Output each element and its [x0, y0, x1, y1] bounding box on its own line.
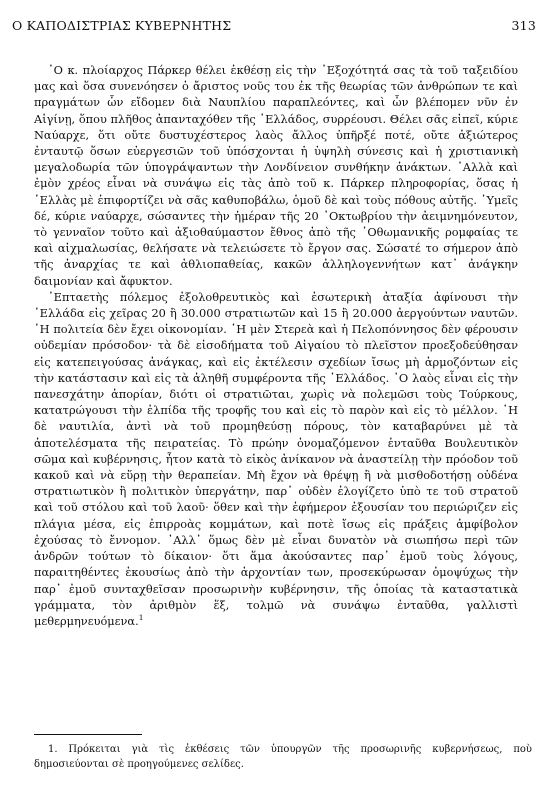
footnote-body	[34, 742, 532, 772]
paragraph-1: ᾿Ο κ. πλοίαρχος Πάρκερ θέλει ἐκθέσῃ εἰς τὴν ᾿Εξοχότητά σας τὰ τοῦ ταξειδίου μας καὶ ὅσα συνενόησεν ὁ ἄριστος νοῦς του ἐκ τῆς θεωρίας τῶν ἀνθρώπων τε καὶ πραγμάτων ὧν εἴδομεν διὰ Ναυπλίου παραπλεόντες, καὶ ὧν βλέπομεν νῦν ἐν Αἰγίνῃ, ὅπου πλῆθος ἀπανταχόθεν τῆς ῾Ελλάδος, συρρέουσι. Θέλει σᾶς εἰπεῖ, κύριε Ναύαρχε, ὅτι οὔτε δυστυχέστερος λαὸς ἄλλος ὑπῆρξέ ποτέ, οὔτε ἀξιώτερος ἐνταυτῷ ὅσων εὐεργεσιῶν τοῦ ὑπόσχονται ἡ ὑψηλὴ σύνεσις καὶ ἡ χριστιανικὴ μεγαλοδωρία τῶν ὑπογράψαντων τὴν Λονδίνειον συνθήκην ἀνάκτων. ᾿Αλλὰ καὶ ἐμὸν χρέος εἶναι νὰ συνάψω εἰς τὰς ἀπὸ τοῦ κ. Πάρκερ πληροφορίας, ὅσας ἡ ῾Ελλὰς μὲ ἐπιφορτίζει νὰ σᾶς καθυποβάλω, ὁμοῦ δὲ καὶ τοὺς πόθους αὐτῆς. ῾Υμεῖς δέ, κύριε ναύαρχε, σώσαντες τὴν ἡμέραν τῆς 20 ᾿Οκτωβρίου τὴν ἀειμνημόνευτον, τὸ γενναῖον τοῦτο καὶ ἀξιοθαύμαστον ἔθνος ἀπὸ τῆς ᾿Οθωμανικῆς ρομφαίας τε καὶ αἰχμαλωσίας, θελήσατε νὰ τελειώσετε τὸ ἔργον σας. Σώσατέ το σήμερον ἀπὸ τῆς ἀναρχίας τε καὶ ἀθλιοπαθείας, κακῶν ἀλληλογεννήτων κατ᾿ ἀνάγκην δαιμονίαν καὶ ἄφυκτον.	[34, 63, 518, 288]
page-number: 313	[511, 18, 536, 33]
running-title: Ο ΚΑΠΟΔΙΣΤΡΙΑΣ ΚΥΒΕΡΝΗΤΗΣ	[12, 18, 232, 33]
footnote-number: 1.	[48, 744, 58, 755]
paragraph-2	[34, 289, 518, 629]
footnote-marker: 1	[138, 613, 144, 623]
paragraph-2-text: ᾿Επταετὴς πόλεμος ἐξολοθρευτικὸς καὶ ἐσωτερικὴ ἀταξία ἀφίνουσι τὴν ῾Ελλάδα εἰς χεῖρας 20 ἢ 30.000 στρατιωτῶν καὶ 15 ἢ 20.000 ἀεργούντων ναυτῶν. ῾Η πολιτεία δὲν ἔχει οἰκονομίαν. ῾Η μὲν Στερεὰ καὶ ἡ Πελοπόννησος δὲν φέρουσιν οὐδεμίαν πρόσοδον· τὰ δὲ εἰσοδήματα τοῦ Αἰγαίου τὸ πλεῖστον προεξοδεύθησαν εἰς κατεπειγούσας ἀνάγκας, καὶ εἰς ἐκτέλεσιν σχεδίων ἴσως μὴ ἁρμοζόντων εἰς τὴν κατάστασιν καὶ εἰς τὰ ἀληθῆ συμφέροντα τῆς ῾Ελλάδος. ᾿Ο λαὸς εἶναι εἰς τὴν πανεσχάτην ἀπορίαν, διότι οἱ στρατιῶται, χωρὶς νὰ πολεμῶσι τοὺς Τούρκους, κατατρώγουσι τὴν ἐλπίδα τῆς τροφῆς του καὶ εἰς τὸ παρὸν καὶ εἰς τὸ μέλλον. ῾Η δὲ ναυτιλία, ἀντὶ νὰ τοῦ προμηθεύσῃ πόρους, τὸν καταβαρύνει μὲ τὰ ἀποτελέσματα τῆς πειρατείας. Τὸ πρώην ὀνομαζόμενον ἐνταῦθα Βουλευτικὸν σῶμα καὶ κυβέρνησις, ἦτον κατὰ τὸ εἰκὸς ἀνίκανον νὰ ἀναστείλῃ τὴν πρόοδον τοῦ κακοῦ καὶ νὰ εὕρῃ τὴν θεραπείαν. Μὴ ἔχον νὰ θρέψῃ ἢ νὰ μισθοδοτήσῃ οὐδένα στρατιωτικὸν ἢ πολιτικὸν ὑπεργάτην, παρ᾿ οὐδὲν ἐλογίζετο ὑπὸ τε τοῦ στρατοῦ καὶ τοῦ στόλου καὶ τοῦ λαοῦ· ὅθεν καὶ τὴν ἐφήμερον ἐξουσίαν του περιώριζεν εἰς πλάγια μέσα, εἰς ἐπιρροὰς κομμάτων, καὶ ποτὲ ἴσως εἰς πράξεις ἀμφίβολον ἐχούσας τὸ ἔννομον. ᾿Αλλ᾿ ὅμως δὲν μὲ εἶναι δυνατὸν νὰ σιωπήσω περὶ τῶν ἀνδρῶν τούτων τὸ δίκαιον· ὅτι ἅμα ἀκούσαντες παρ᾿ ἐμοῦ τοὺς λόγους, παραιτηθέντες ἑκουσίως ἀπὸ τὴν ἀρχοντίαν των, προσεκύρωσαν ὁμοψύχως τὴν παρ᾿ ἐμοῦ συνταχθεῖσαν προσωρινὴν κυβέρνησιν, τῆς ὁποίας τὰ καταστατικὰ γράμματα, τὸν ἀριθμὸν ἕξ, τολμῶ νὰ συνάψω ἐνταῦθα, γαλλιστὶ μεθερμηνευόμενα.	[34, 289, 518, 628]
footnote	[34, 742, 532, 772]
footnote-separator	[34, 734, 142, 735]
main-text	[34, 62, 518, 629]
running-header	[12, 18, 536, 33]
footnote-text: Πρόκειται γιὰ τὶς ἐκθέσεις τῶν ὑπουργῶν τῆς προσωρινῆς κυβερνήσεως, ποὺ δημοσιεύονται σὲ προηγούμενες σελίδες.	[34, 744, 532, 770]
